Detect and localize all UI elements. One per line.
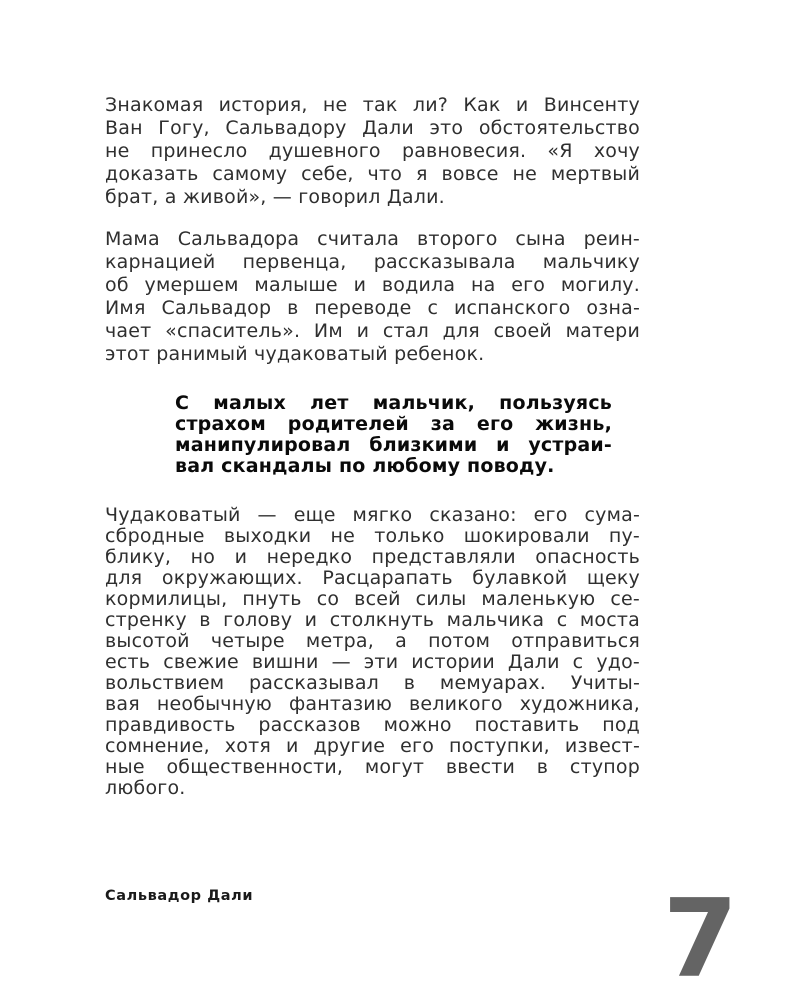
running-footer-author: Сальвадор Дали: [105, 888, 254, 904]
pull-quote-manipulation: [175, 393, 612, 477]
text-line: правдивость рассказов можно поставить под: [105, 715, 640, 736]
text-line: брат, а живой», — говорил Дали.: [105, 186, 445, 208]
text-line: Ван Гогу, Сальвадору Дали это обстоятельство: [105, 117, 640, 139]
text-line: С малых лет мальчик, пользуясь: [175, 393, 612, 414]
text-line: карнацией первенца, рассказывала мальчику: [105, 251, 640, 273]
text-line: ные общественности, могут ввести в ступор: [105, 757, 640, 778]
text-line: Знакомая история, не так ли? Как и Винсенту: [105, 94, 640, 116]
text-line: не принесло душевного равновесия. «Я хочу: [105, 140, 640, 162]
text-line: высотой четыре метра, а потом отправиться: [105, 631, 640, 652]
text-line: об умершем малыше и водила на его могилу.: [105, 274, 640, 296]
text-line: этот ранимый чудаковатый ребенок.: [105, 343, 485, 365]
text-line: сомнение, хотя и другие его поступки, извест-: [105, 736, 640, 757]
text-line: манипулировал близкими и устраи-: [175, 435, 612, 456]
text-line: вал скандалы по любому поводу.: [175, 456, 555, 477]
text-line: Мама Сальвадора считала второго сына реин-: [105, 228, 640, 250]
paragraph-eccentric-antics: [105, 505, 640, 799]
text-line: любого.: [105, 778, 186, 799]
page-content: [105, 94, 640, 799]
text-line: кормилицы, пнуть со всей силы маленькую се-: [105, 589, 640, 610]
text-line: вая необычную фантазию великого художника,: [105, 694, 640, 715]
paragraph-mother-reincarnation: [105, 228, 640, 366]
text-line: стренку в голову и столкнуть мальчика с моста: [105, 610, 640, 631]
text-line: вольствием рассказывал в мемуарах. Учиты-: [105, 673, 640, 694]
text-line: блику, но и нередко представляли опасность: [105, 547, 640, 568]
paragraph-familiar-story: [105, 94, 640, 209]
text-line: Чудаковатый — еще мягко сказано: его сума-: [105, 505, 640, 526]
text-line: сбродные выходки не только шокировали пу-: [105, 526, 640, 547]
page-number: 7: [662, 877, 738, 1002]
text-line: есть свежие вишни — эти истории Дали с удо-: [105, 652, 640, 673]
text-line: доказать самому себе, что я вовсе не мертвый: [105, 163, 640, 185]
text-line: страхом родителей за его жизнь,: [175, 414, 612, 435]
text-line: чает «спаситель». Им и стал для своей матери: [105, 320, 640, 342]
text-line: для окружающих. Расцарапать булавкой щеку: [105, 568, 640, 589]
text-line: Имя Сальвадор в переводе с испанского озна-: [105, 297, 640, 319]
